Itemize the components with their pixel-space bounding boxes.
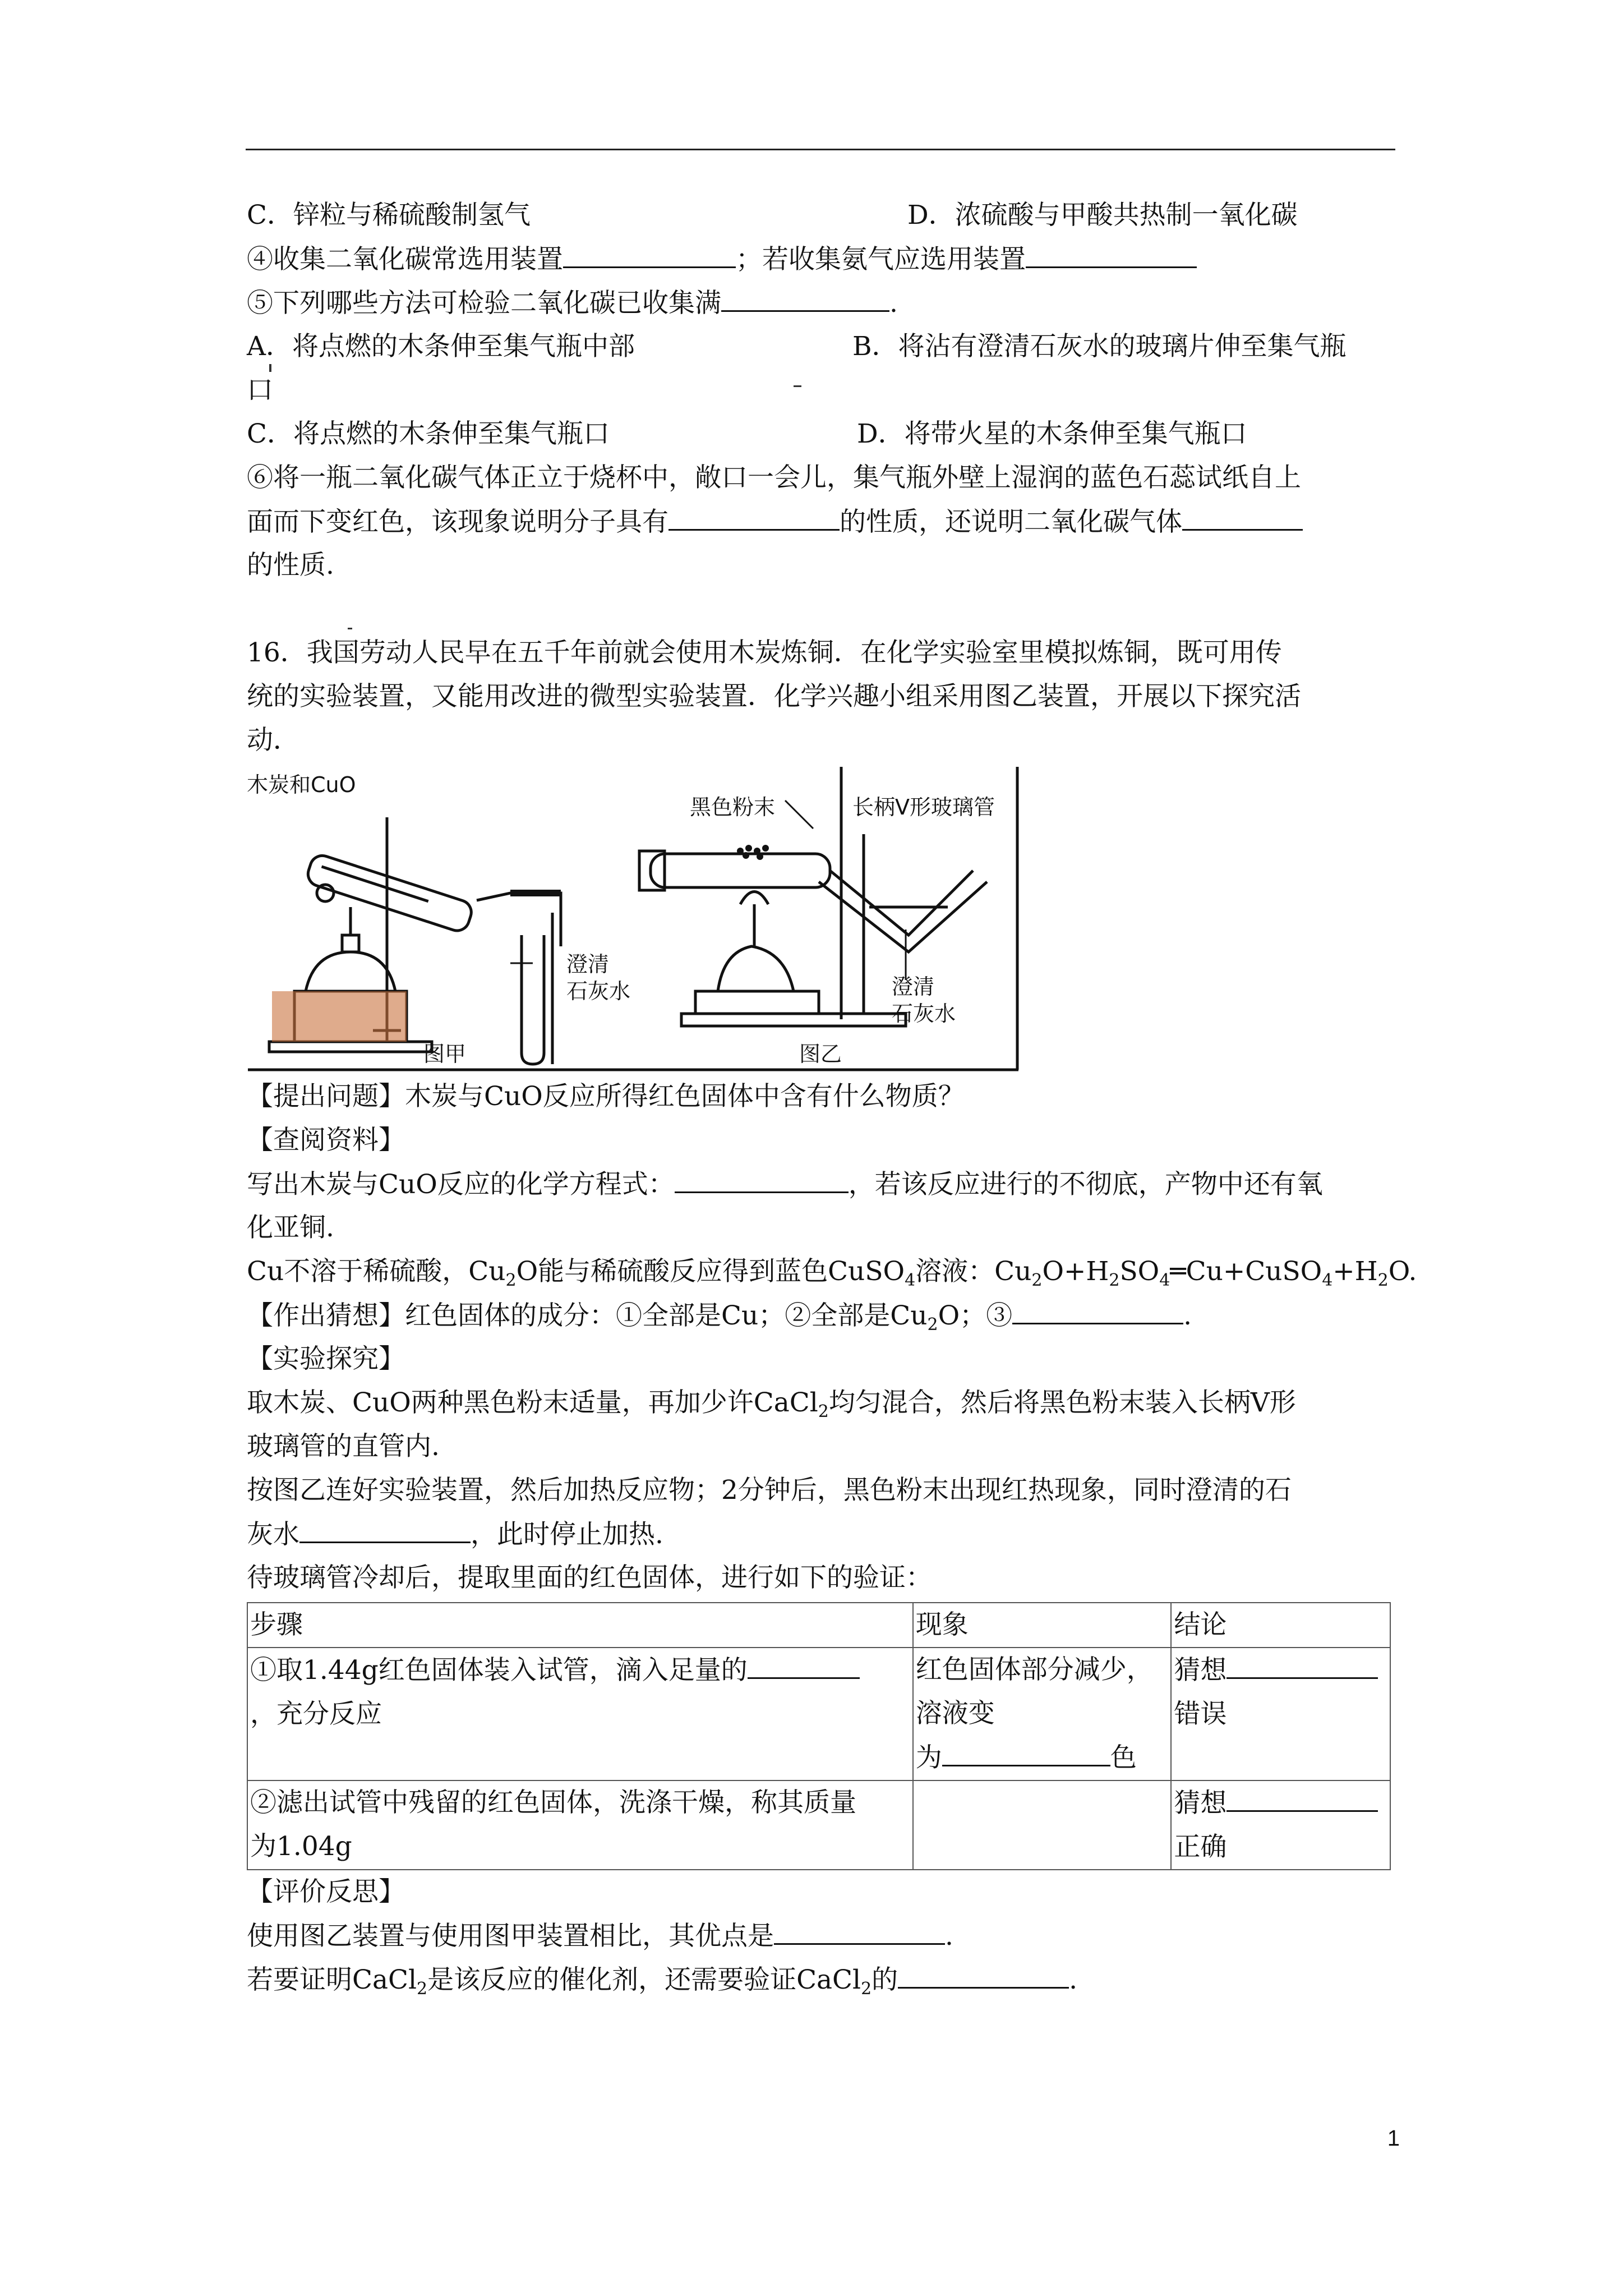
answer-blank[interactable] xyxy=(1182,500,1303,531)
table-header-phenomenon: 现象 xyxy=(913,1603,1172,1648)
table-cell-conclusion xyxy=(1171,1648,1390,1780)
apparatus-figure xyxy=(247,767,1021,1073)
cell-text: 色 xyxy=(1110,1742,1137,1773)
table-row xyxy=(247,1648,1390,1780)
subscript: 2 xyxy=(927,1315,938,1335)
period: . xyxy=(945,1921,953,1952)
q16-exp2-l1 xyxy=(247,1469,1402,1512)
cell-text: 正确 xyxy=(1174,1832,1227,1862)
fact-text: O能与稀硫酸反应得到蓝色CuSO xyxy=(516,1256,905,1287)
answer-blank[interactable] xyxy=(299,1512,471,1543)
q15-item6-l1 xyxy=(247,456,1402,500)
subscript: 2 xyxy=(1377,1271,1389,1290)
answer-blank[interactable] xyxy=(675,1162,849,1193)
q16-intro-text-1: 16．我国劳动人民早在五千年前就会使用木炭炼铜．在化学实验室里模拟炼铜，既可用传 xyxy=(247,637,1282,668)
table-cell-phenomenon xyxy=(913,1648,1172,1780)
stray-mark xyxy=(794,385,801,387)
period: . xyxy=(1069,1964,1078,1995)
subscript: 2 xyxy=(1031,1271,1043,1290)
q15-options-ab xyxy=(247,325,1402,369)
table-cell-step xyxy=(247,1780,913,1870)
fact-text: ═Cu+CuSO xyxy=(1170,1256,1322,1287)
exp3-text: 待玻璃管冷却后，提取里面的红色固体，进行如下的验证： xyxy=(247,1562,932,1593)
cell-text: 红色固体部分减少， xyxy=(915,1654,1153,1685)
q16-intro-l3 xyxy=(247,719,1402,762)
guess-text: O；③ xyxy=(938,1300,1013,1331)
catalyst-text: 若要证明CaCl xyxy=(247,1964,417,1995)
label-black-powder: 黑色粉末 xyxy=(690,795,776,820)
exp2-text-1: 按图乙连好实验装置，然后加热反应物；2分钟后，黑色粉末出现红热现象，同时澄清的石 xyxy=(247,1475,1292,1506)
cell-line xyxy=(1174,1781,1387,1825)
q16-reflect xyxy=(247,1870,1402,1914)
exp1-text-2: 玻璃管的直管内. xyxy=(247,1431,440,1462)
q15-item4 xyxy=(247,237,1402,281)
q16-guess xyxy=(247,1294,1402,1337)
cell-line xyxy=(916,1736,1169,1780)
cell-text: 错误 xyxy=(1174,1699,1227,1729)
subscript: 2 xyxy=(818,1402,829,1421)
answer-blank[interactable] xyxy=(563,237,736,268)
exp2-text-2b: ，此时停止加热. xyxy=(471,1519,663,1550)
q16-explore-heading: 【实验探究】 xyxy=(247,1343,405,1374)
q16-equation-text-a: 写出木炭与CuO反应的化学方程式： xyxy=(247,1169,675,1200)
stray-mark xyxy=(348,628,352,629)
q15-options-cd xyxy=(247,194,1402,237)
label-limewater-b2: 石灰水 xyxy=(892,1001,956,1026)
table-header-row xyxy=(247,1603,1390,1648)
q15-item6-l3 xyxy=(247,544,1402,587)
answer-blank[interactable] xyxy=(774,1914,945,1945)
q16-equation-l1 xyxy=(247,1162,1402,1206)
exp1-text: 均匀混合，然后将黑色粉末装入长柄V形 xyxy=(828,1387,1296,1418)
label-figure-jia: 图甲 xyxy=(423,1042,467,1066)
label-charcoal-cuo: 木炭和CuO xyxy=(247,772,356,797)
q15-option-c: C．锌粒与稀硫酸制氢气 xyxy=(247,200,531,231)
cell-line xyxy=(1174,1648,1387,1692)
table-header-step: 步骤 xyxy=(247,1603,913,1648)
table-cell-phenomenon xyxy=(913,1780,1172,1870)
q16-equation-l2 xyxy=(247,1206,1402,1250)
table-row xyxy=(247,1780,1390,1870)
q16-equation-text-b: ，若该反应进行的不彻底，产物中还有氧 xyxy=(848,1169,1323,1200)
answer-blank[interactable] xyxy=(1012,1294,1183,1324)
cell-text: 溶液变 xyxy=(915,1698,995,1729)
q16-intro-l1 xyxy=(247,631,1402,675)
exp2-text-2a: 灰水 xyxy=(247,1519,299,1550)
q16-reflect-heading: 【评价反思】 xyxy=(247,1876,405,1907)
answer-blank[interactable] xyxy=(942,1736,1110,1766)
q16-fact xyxy=(247,1250,1417,1294)
q15-item4-text-a: ④收集二氧化碳常选用装置 xyxy=(247,244,563,275)
cell-text: ②滤出试管中残留的红色固体，洗涤干燥，称其质量 xyxy=(250,1787,856,1818)
q15-option5-a: A．将点燃的木条伸至集气瓶中部 xyxy=(247,331,635,362)
label-limewater-b1: 澄清 xyxy=(892,974,935,999)
q16-exp1-l1 xyxy=(247,1381,1402,1425)
cell-text: 为 xyxy=(915,1742,942,1773)
answer-blank[interactable] xyxy=(1227,1648,1378,1679)
q16-explore xyxy=(247,1337,1402,1381)
q16-exp2-l2 xyxy=(247,1512,1402,1556)
q16-intro-text-2: 统的实验装置，又能用改进的微型实验装置．化学兴趣小组采用图乙装置，开展以下探究活 xyxy=(247,681,1301,712)
q16-catalyst xyxy=(247,1958,1402,2001)
subscript: 4 xyxy=(1322,1271,1333,1290)
table-cell-conclusion xyxy=(1171,1780,1390,1870)
cell-line xyxy=(250,1648,910,1692)
cell-text: 为1.04g xyxy=(250,1831,352,1862)
label-figure-yi: 图乙 xyxy=(799,1042,842,1066)
fact-text: Cu不溶于稀硫酸，Cu xyxy=(247,1256,506,1287)
cell-text: 猜想 xyxy=(1174,1788,1227,1819)
period: . xyxy=(889,288,898,319)
answer-blank[interactable] xyxy=(668,500,840,531)
label-limewater-a1: 澄清 xyxy=(566,952,610,977)
label-limewater-a2: 石灰水 xyxy=(566,979,631,1004)
q15-item6-l2 xyxy=(247,500,1402,544)
header-rule xyxy=(246,149,1395,150)
verification-table xyxy=(247,1602,1391,1870)
q15-option-b-cont xyxy=(247,369,1402,412)
subscript: 4 xyxy=(1159,1271,1170,1290)
table-cell-step xyxy=(247,1648,913,1780)
page-number: 1 xyxy=(1387,2126,1400,2151)
subscript: 4 xyxy=(905,1271,916,1290)
q16-question-text: 【提出问题】木炭与CuO反应所得红色固体中含有什么物质？ xyxy=(247,1081,965,1112)
answer-blank[interactable] xyxy=(748,1648,860,1679)
q16-intro-text-3: 动． xyxy=(247,725,299,756)
fact-text: O+H xyxy=(1042,1256,1109,1287)
page-content xyxy=(247,194,1417,2001)
q15-option5-d: D．将带火星的木条伸至集气瓶口 xyxy=(857,418,1247,449)
cell-text: ①取1.44g红色固体装入试管，滴入足量的 xyxy=(250,1655,748,1686)
q15-item6-text-3: 的性质. xyxy=(247,550,334,581)
fact-text: O. xyxy=(1388,1256,1417,1287)
q16-equation-text-c: 化亚铜. xyxy=(247,1212,334,1243)
catalyst-text: 的 xyxy=(872,1964,898,1995)
q16-exp1-l2 xyxy=(247,1425,1402,1469)
table-header-conclusion: 结论 xyxy=(1171,1603,1390,1648)
q16-lookup xyxy=(247,1119,1402,1162)
q15-item6-text-2a: 面而下变红色，该现象说明分子具有 xyxy=(247,507,668,537)
subscript: 2 xyxy=(861,1979,872,1999)
q16-advantage xyxy=(247,1914,1402,1958)
label-v-tube: 长柄V形玻璃管 xyxy=(852,795,995,820)
q16-exp3 xyxy=(247,1556,1402,1600)
fact-text: 溶液：Cu xyxy=(915,1256,1032,1287)
q15-option-d: D．浓硫酸与甲酸共热制一氧化碳 xyxy=(907,200,1298,231)
q15-option5-c: C．将点燃的木条伸至集气瓶口 xyxy=(247,418,610,449)
subscript: 2 xyxy=(505,1271,517,1290)
guess-text: 【作出猜想】红色固体的成分：①全部是Cu；②全部是Cu xyxy=(247,1300,928,1331)
fact-text: +H xyxy=(1332,1256,1378,1287)
subscript: 2 xyxy=(1109,1271,1120,1290)
q15-item5 xyxy=(247,281,1402,325)
q16-lookup-heading: 【查阅资料】 xyxy=(247,1125,405,1156)
q16-question xyxy=(247,1075,1402,1119)
q15-option5-b-cont: 口 xyxy=(247,375,273,406)
fact-text: SO xyxy=(1119,1256,1160,1287)
q16-intro-l2 xyxy=(247,675,1402,719)
q15-option5-b: B．将沾有澄清石灰水的玻璃片伸至集气瓶 xyxy=(852,331,1347,362)
q15-item6-text-1: ⑥将一瓶二氧化碳气体正立于烧杯中，敞口一会儿，集气瓶外壁上湿润的蓝色石蕊试纸自上 xyxy=(247,462,1301,493)
period: . xyxy=(1183,1300,1192,1331)
stray-mark xyxy=(269,364,271,372)
answer-blank[interactable] xyxy=(898,1958,1069,1989)
q15-options-cd2 xyxy=(247,412,1402,456)
advantage-text: 使用图乙装置与使用图甲装置相比，其优点是 xyxy=(247,1921,774,1952)
answer-blank[interactable] xyxy=(1026,237,1197,268)
q15-item4-text-b: ；若收集氨气应选用装置 xyxy=(736,244,1026,275)
cell-text: 猜想 xyxy=(1174,1655,1227,1686)
catalyst-text: 是该反应的催化剂，还需要验证CaCl xyxy=(427,1964,861,1995)
cell-text: ，充分反应 xyxy=(250,1699,382,1729)
answer-blank[interactable] xyxy=(1227,1781,1378,1812)
q15-item6-text-2b: 的性质，还说明二氧化碳气体 xyxy=(840,507,1182,537)
exp1-text: 取木炭、CuO两种黑色粉末适量，再加少许CaCl xyxy=(247,1387,818,1418)
subscript: 2 xyxy=(416,1979,428,1999)
answer-blank[interactable] xyxy=(721,281,889,312)
q15-item5-text: ⑤下列哪些方法可检验二氧化碳已收集满 xyxy=(247,288,721,319)
